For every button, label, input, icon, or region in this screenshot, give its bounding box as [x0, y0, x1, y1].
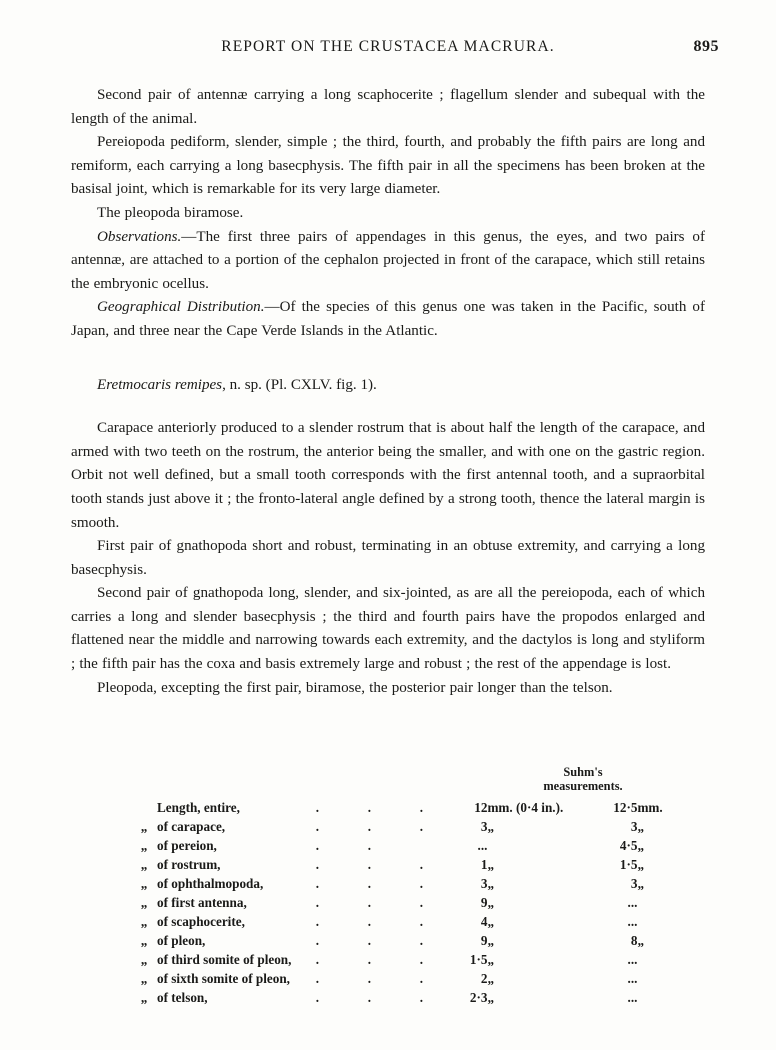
row-suhm-value: 1·5 — [619, 857, 638, 872]
paragraph-pleopoda: The pleopoda biramose. — [97, 204, 244, 221]
row-leader-dot: . — [419, 914, 424, 929]
row-unit: „ — [487, 914, 495, 929]
table-row — [131, 989, 677, 1008]
row-ditto-mark: „ — [140, 933, 148, 948]
row-leader-dot: . — [419, 857, 424, 872]
row-suhm-unit — [637, 951, 677, 970]
row-leader-dot: . — [367, 933, 372, 948]
row-value: 12 — [474, 800, 488, 815]
row-ditto-mark: „ — [140, 914, 148, 929]
row-suhm-value: ... — [627, 952, 638, 967]
observations-label: Observations. — [97, 228, 182, 245]
row-suhm-unit — [637, 894, 677, 913]
row-leader-dot: . — [367, 876, 372, 891]
paragraph-pleopoda-telson: Pleopoda, excepting the first pair, biramose, the posterior pair longer than the telson. — [97, 679, 613, 696]
row-value: 9 — [480, 933, 488, 948]
paragraph-geographical-distribution — [71, 296, 705, 343]
row-unit: „ — [487, 933, 495, 948]
paragraph-first-gnathopoda: First pair of gnathopoda short and robust, terminating in an obtuse extremity, and carrying a long basecphysis. — [71, 538, 705, 578]
row-ditto-mark: „ — [140, 876, 148, 891]
row-label: Length, entire, — [157, 800, 240, 815]
row-ditto-mark: „ — [140, 990, 148, 1005]
row-leader-dot: . — [419, 933, 424, 948]
row-leader-dot: . — [367, 971, 372, 986]
row-value: 2 — [480, 971, 488, 986]
row-leader-dot: . — [315, 895, 320, 910]
row-leader-dot: . — [367, 895, 372, 910]
row-suhm-value: 3 — [630, 819, 638, 834]
suhm-header-line1: Suhm's — [563, 765, 603, 779]
row-value: 1 — [480, 857, 488, 872]
table-row — [131, 856, 677, 875]
species-name: Eretmocaris remipes — [97, 376, 223, 393]
spacer — [71, 397, 705, 417]
measurements-table — [131, 799, 677, 1008]
table-row — [131, 894, 677, 913]
row-leader-dot: . — [315, 838, 320, 853]
row-leader-dot: . — [367, 914, 372, 929]
row-leader-dot: . — [419, 990, 424, 1005]
row-suhm-value: 12·5 — [613, 800, 638, 815]
running-title: REPORT ON THE CRUSTACEA MACRURA. — [221, 38, 555, 55]
row-ditto-mark: „ — [140, 819, 148, 834]
row-label: of telson, — [157, 990, 208, 1005]
row-value: 3 — [480, 876, 488, 891]
row-suhm-value: 3 — [630, 876, 638, 891]
observations-text: The first three pairs of appendages in this genus, the eyes, and two pairs of antennæ, are attached to a portion of the cephalon projected in front of the carapace, which still retains the embryonic ocellus. — [71, 228, 705, 292]
row-leader-dot: . — [367, 990, 372, 1005]
row-value: 1·5 — [469, 952, 488, 967]
row-suhm-unit — [637, 913, 677, 932]
row-label: of third somite of pleon, — [157, 952, 292, 967]
row-ditto-mark: „ — [140, 838, 148, 853]
body-text-column — [71, 84, 705, 700]
row-leader-dot: . — [367, 800, 372, 815]
row-value: 4 — [480, 914, 488, 929]
table-row — [131, 913, 677, 932]
geo-distribution-dash: — — [264, 299, 280, 316]
row-leader-dot: . — [367, 857, 372, 872]
row-leader-dot: . — [367, 819, 372, 834]
row-label: of sixth somite of pleon, — [157, 971, 290, 986]
row-unit: „ — [487, 876, 495, 891]
row-suhm-value: ... — [627, 914, 638, 929]
row-suhm-value: 4·5 — [619, 838, 638, 853]
row-unit: „ — [487, 971, 495, 986]
row-label: of ophthalmopoda, — [157, 876, 264, 891]
row-ditto-mark: „ — [140, 952, 148, 967]
row-leader-dot: . — [367, 952, 372, 967]
row-leader-dot: . — [419, 876, 424, 891]
row-value: ... — [477, 838, 488, 853]
observations-dash: — — [181, 228, 197, 245]
page-number: 895 — [693, 38, 719, 55]
row-leader-dot — [395, 837, 447, 856]
row-leader-dot: . — [315, 800, 320, 815]
row-suhm-unit: „ — [637, 819, 645, 834]
row-leader-dot: . — [419, 819, 424, 834]
table-row — [131, 818, 677, 837]
row-leader-dot: . — [315, 952, 320, 967]
paragraph-second-gnathopoda: Second pair of gnathopoda long, slender, and six-jointed, as are all the pereiopoda, each of which carries a long and slender basecphysis ; the third and fourth pairs have the propodos enlarged and flattened near the middle and narrowing towards each extremity, and the dactylos is long and styliform ; the fifth pair has the coxa and basis extremely large and robust ; the rest of the appendage is lost. — [71, 585, 705, 673]
row-leader-dot: . — [315, 990, 320, 1005]
row-value: 3 — [480, 819, 488, 834]
species-heading-rest: , n. sp. (Pl. CXLV. fig. 1). — [222, 376, 377, 393]
row-suhm-unit: „ — [637, 876, 645, 891]
suhm-header-line2: measurements. — [543, 779, 623, 793]
table-row — [131, 970, 677, 989]
row-suhm-value: 8 — [630, 933, 638, 948]
row-leader-dot: . — [315, 819, 320, 834]
row-value: 2·3 — [469, 990, 488, 1005]
row-leader-dot: . — [419, 952, 424, 967]
row-leader-dot: . — [367, 838, 372, 853]
paragraph-observations — [71, 226, 705, 297]
geo-distribution-label: Geographical Distribution. — [97, 299, 265, 316]
row-unit: „ — [487, 857, 495, 872]
table-row — [131, 875, 677, 894]
table-row — [131, 932, 677, 951]
row-unit: „ — [487, 895, 495, 910]
row-leader-dot: . — [419, 971, 424, 986]
row-suhm-value: ... — [627, 990, 638, 1005]
row-suhm-unit — [637, 970, 677, 989]
row-leader-dot: . — [419, 800, 424, 815]
species-heading — [71, 374, 705, 398]
suhm-measurements-header — [508, 765, 658, 793]
paragraph-pereiopoda: Pereiopoda pediform, slender, simple ; the third, fourth, and probably the fifth pairs are long and remiform, each carrying a long basecphysis. The fifth pair in all the specimens has been broken at the basisal joint, which is remarkable for its very large diameter. — [71, 134, 705, 198]
row-leader-dot: . — [315, 971, 320, 986]
row-suhm-value: ... — [627, 971, 638, 986]
row-suhm-unit: „ — [637, 933, 645, 948]
row-unit: „ — [487, 990, 495, 1005]
paragraph-antennae: Second pair of antennæ carrying a long scaphocerite ; flagellum slender and subequal with the length of the animal. — [71, 87, 705, 127]
geo-distribution-text: Of the species of this genus one was taken in the Pacific, south of Japan, and three near the Cape Verde Islands in the Atlantic. — [71, 299, 705, 339]
row-leader-dot: . — [315, 876, 320, 891]
row-ditto-mark — [131, 799, 157, 818]
table-row — [131, 837, 677, 856]
row-unit: mm. (0·4 in.). — [487, 800, 564, 815]
table-row — [131, 799, 677, 818]
row-leader-dot: . — [315, 857, 320, 872]
paragraph-carapace: Carapace anteriorly produced to a slender rostrum that is about half the length of the carapace, and armed with two teeth on the rostrum, the anterior being the smaller, and with one on the gastric region. Orbit not well defined, but a small tooth corresponds with the first antennal tooth, and a supraorbital tooth stands just above it ; the fronto-lateral angle defined by a strong tooth, thence the lateral margin is smooth. — [71, 420, 705, 531]
row-leader-dot: . — [315, 933, 320, 948]
row-suhm-unit: mm. — [637, 800, 663, 815]
row-label: of carapace, — [157, 819, 226, 834]
row-unit: „ — [487, 819, 495, 834]
row-unit: „ — [487, 952, 495, 967]
page-header — [0, 38, 776, 62]
row-label: of rostrum, — [157, 857, 221, 872]
row-suhm-unit: „ — [637, 838, 645, 853]
row-suhm-value: ... — [627, 895, 638, 910]
row-label: of pleon, — [157, 933, 206, 948]
row-leader-dot: . — [315, 914, 320, 929]
row-label: of pereion, — [157, 838, 217, 853]
row-label: of first antenna, — [157, 895, 247, 910]
row-ditto-mark: „ — [140, 857, 148, 872]
row-value: 9 — [480, 895, 488, 910]
row-suhm-unit: „ — [637, 857, 645, 872]
row-unit — [487, 837, 573, 856]
row-ditto-mark: „ — [140, 895, 148, 910]
row-leader-dot: . — [419, 895, 424, 910]
row-ditto-mark: „ — [140, 971, 148, 986]
row-label: of scaphocerite, — [157, 914, 245, 929]
row-suhm-unit — [637, 989, 677, 1008]
table-row — [131, 951, 677, 970]
